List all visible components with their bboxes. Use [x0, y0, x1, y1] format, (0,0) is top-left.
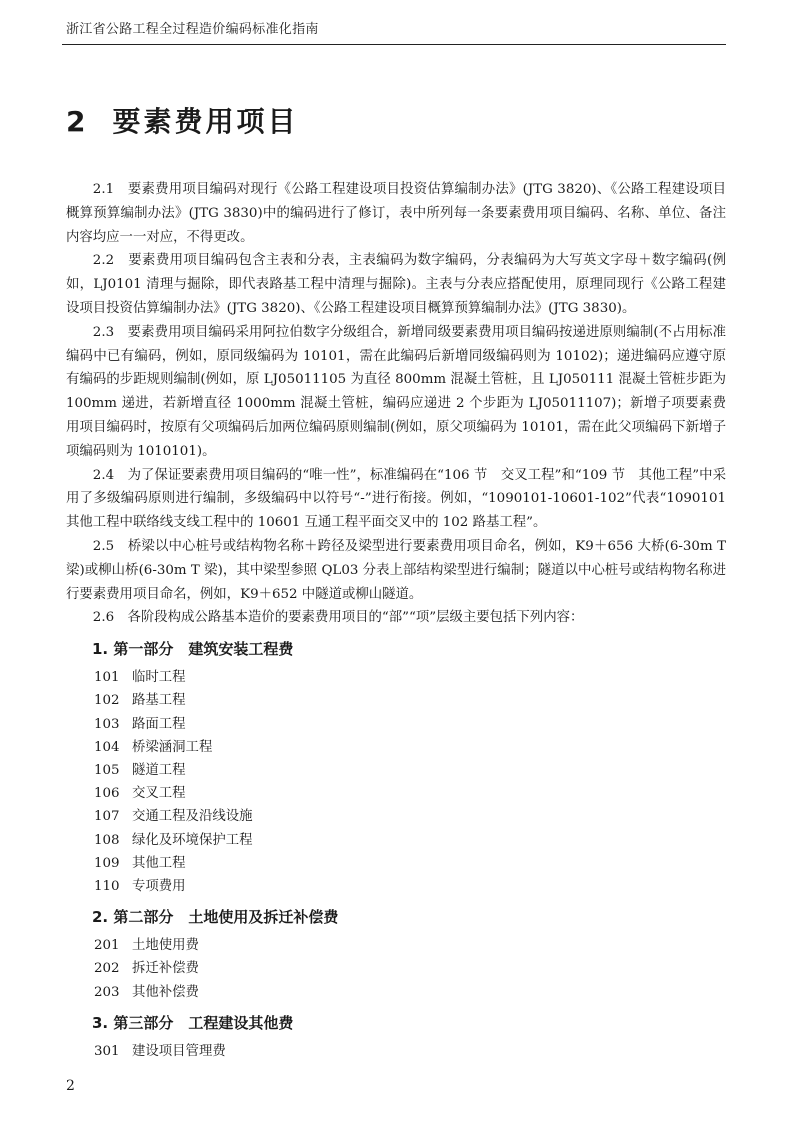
item-name: 交通工程及沿线设施	[132, 809, 253, 825]
chapter-number: 2	[66, 105, 89, 138]
section-heading-part-2: 2. 第二部分 土地使用及拆迁补偿费	[92, 908, 339, 927]
section-heading-part-1: 1. 第一部分 建筑安装工程费	[92, 640, 294, 659]
list-item	[66, 713, 726, 736]
list-item	[66, 852, 726, 875]
list-item	[66, 957, 726, 980]
item-name: 桥梁涵洞工程	[132, 739, 213, 755]
chapter-heading: 要素费用项目	[112, 105, 299, 138]
item-name: 拆迁补偿费	[132, 961, 199, 977]
list-item	[66, 1040, 726, 1063]
item-code: 101	[94, 670, 120, 686]
item-code: 109	[94, 855, 120, 871]
chapter-title	[66, 100, 299, 140]
paragraph-2-6: 2.6 各阶段构成公路基本造价的要素费用项目的“部”“项”层级主要包括下列内容：	[92, 610, 584, 626]
item-name: 建设项目管理费	[132, 1043, 226, 1059]
item-name: 交叉工程	[132, 786, 186, 802]
item-name: 路面工程	[132, 716, 186, 732]
list-item	[66, 829, 726, 852]
item-code: 103	[94, 716, 120, 732]
header-divider	[62, 44, 726, 45]
page-number: 2	[66, 1078, 75, 1094]
paragraph-2-1: 2.1 要素费用项目编码对现行《公路工程建设项目投资估算编制办法》(JTG 3820)、《公路工程建设项目概算预算编制办法》(JTG 3830)中的编码进行了修订，表中所列每一条要素费用项目编码、名称、单位、备注内容均应一一对应，不得更改。	[66, 182, 726, 245]
list-item	[66, 805, 726, 828]
item-name: 临时工程	[132, 670, 186, 686]
paragraph-2-4: 2.4 为了保证要素费用项目编码的“唯一性”，标准编码在“106 节 交叉工程”和“109 节 其他工程”中采用了多级编码原则进行编制，多级编码中以符号“-”进行衔接。例如，“1090101-10601-102”代表“1090101 其他工程中联络线支线工程中的 10601 互通工程平面交叉中的 102 路基工程”。	[66, 467, 726, 531]
paragraph-2-3: 2.3 要素费用项目编码采用阿拉伯数字分级组合，新增同级要素费用项目编码按递进原则编制(不占用标准编码中已有编码，例如，原同级编码为 10101，需在此编码后新增同级编码则为 10102)；递进编码应遵守原有编码的步距规则编制(例如，原 LJ05011105 为直径 800mm 混凝土管桩，且 LJ050111 混凝土管桩步距为 100mm 递进，若新增直径 1000mm 混凝土管桩，编码应递进 2 个步距为 LJ05011107)；新增子项要素费用项目编码时，按原有父项编码后加两位编码原则编制(例如，原父项编码为 10101，需在此父项编码下新增子项编码则为 1010101)。	[66, 324, 726, 459]
item-code: 106	[94, 786, 120, 802]
item-name: 其他补偿费	[132, 984, 199, 1000]
list-item	[66, 736, 726, 759]
list-item	[66, 689, 726, 712]
item-name: 专项费用	[132, 878, 186, 894]
item-name: 绿化及环境保护工程	[132, 832, 253, 848]
item-code: 105	[94, 762, 120, 778]
item-code: 301	[94, 1043, 120, 1059]
paragraph-2-2: 2.2 要素费用项目编码包含主表和分表，主表编码为数字编码，分表编码为大写英文字母＋数字编码(例如，LJ0101 清理与掘除，即代表路基工程中清理与掘除)。主表与分表应搭配使用，原理同现行《公路工程建设项目投资估算编制办法》(JTG 3820)、《公路工程建设项目概算预算编制办法》(JTG 3830)。	[66, 253, 726, 316]
body-content	[66, 178, 726, 1063]
item-code: 107	[94, 809, 120, 825]
item-name: 路基工程	[132, 693, 186, 709]
item-name: 隧道工程	[132, 762, 186, 778]
item-code: 110	[94, 878, 120, 894]
item-code: 108	[94, 832, 120, 848]
list-item	[66, 875, 726, 898]
item-code: 202	[94, 961, 120, 977]
item-code: 201	[94, 938, 120, 954]
item-code: 203	[94, 984, 120, 1000]
list-item	[66, 981, 726, 1004]
list-item	[66, 759, 726, 782]
item-code: 102	[94, 693, 120, 709]
item-name: 其他工程	[132, 855, 186, 871]
item-code: 104	[94, 739, 120, 755]
paragraph-2-5: 2.5 桥梁以中心桩号或结构物名称＋跨径及梁型进行要素费用项目命名，例如，K9＋656 大桥(6-30m T 梁)或柳山桥(6-30m T 梁)，其中梁型参照 QL03 分表上部结构梁型进行编制；隧道以中心桩号或结构物名称进行要素费用项目命名，例如，K9＋652 中隧道或柳山隧道。	[66, 538, 726, 602]
section-heading-part-3: 3. 第三部分 工程建设其他费	[92, 1013, 294, 1032]
list-item	[66, 782, 726, 805]
list-item	[66, 666, 726, 689]
running-header: 浙江省公路工程全过程造价编码标准化指南	[66, 22, 319, 37]
list-item	[66, 934, 726, 957]
item-name: 土地使用费	[132, 938, 199, 954]
